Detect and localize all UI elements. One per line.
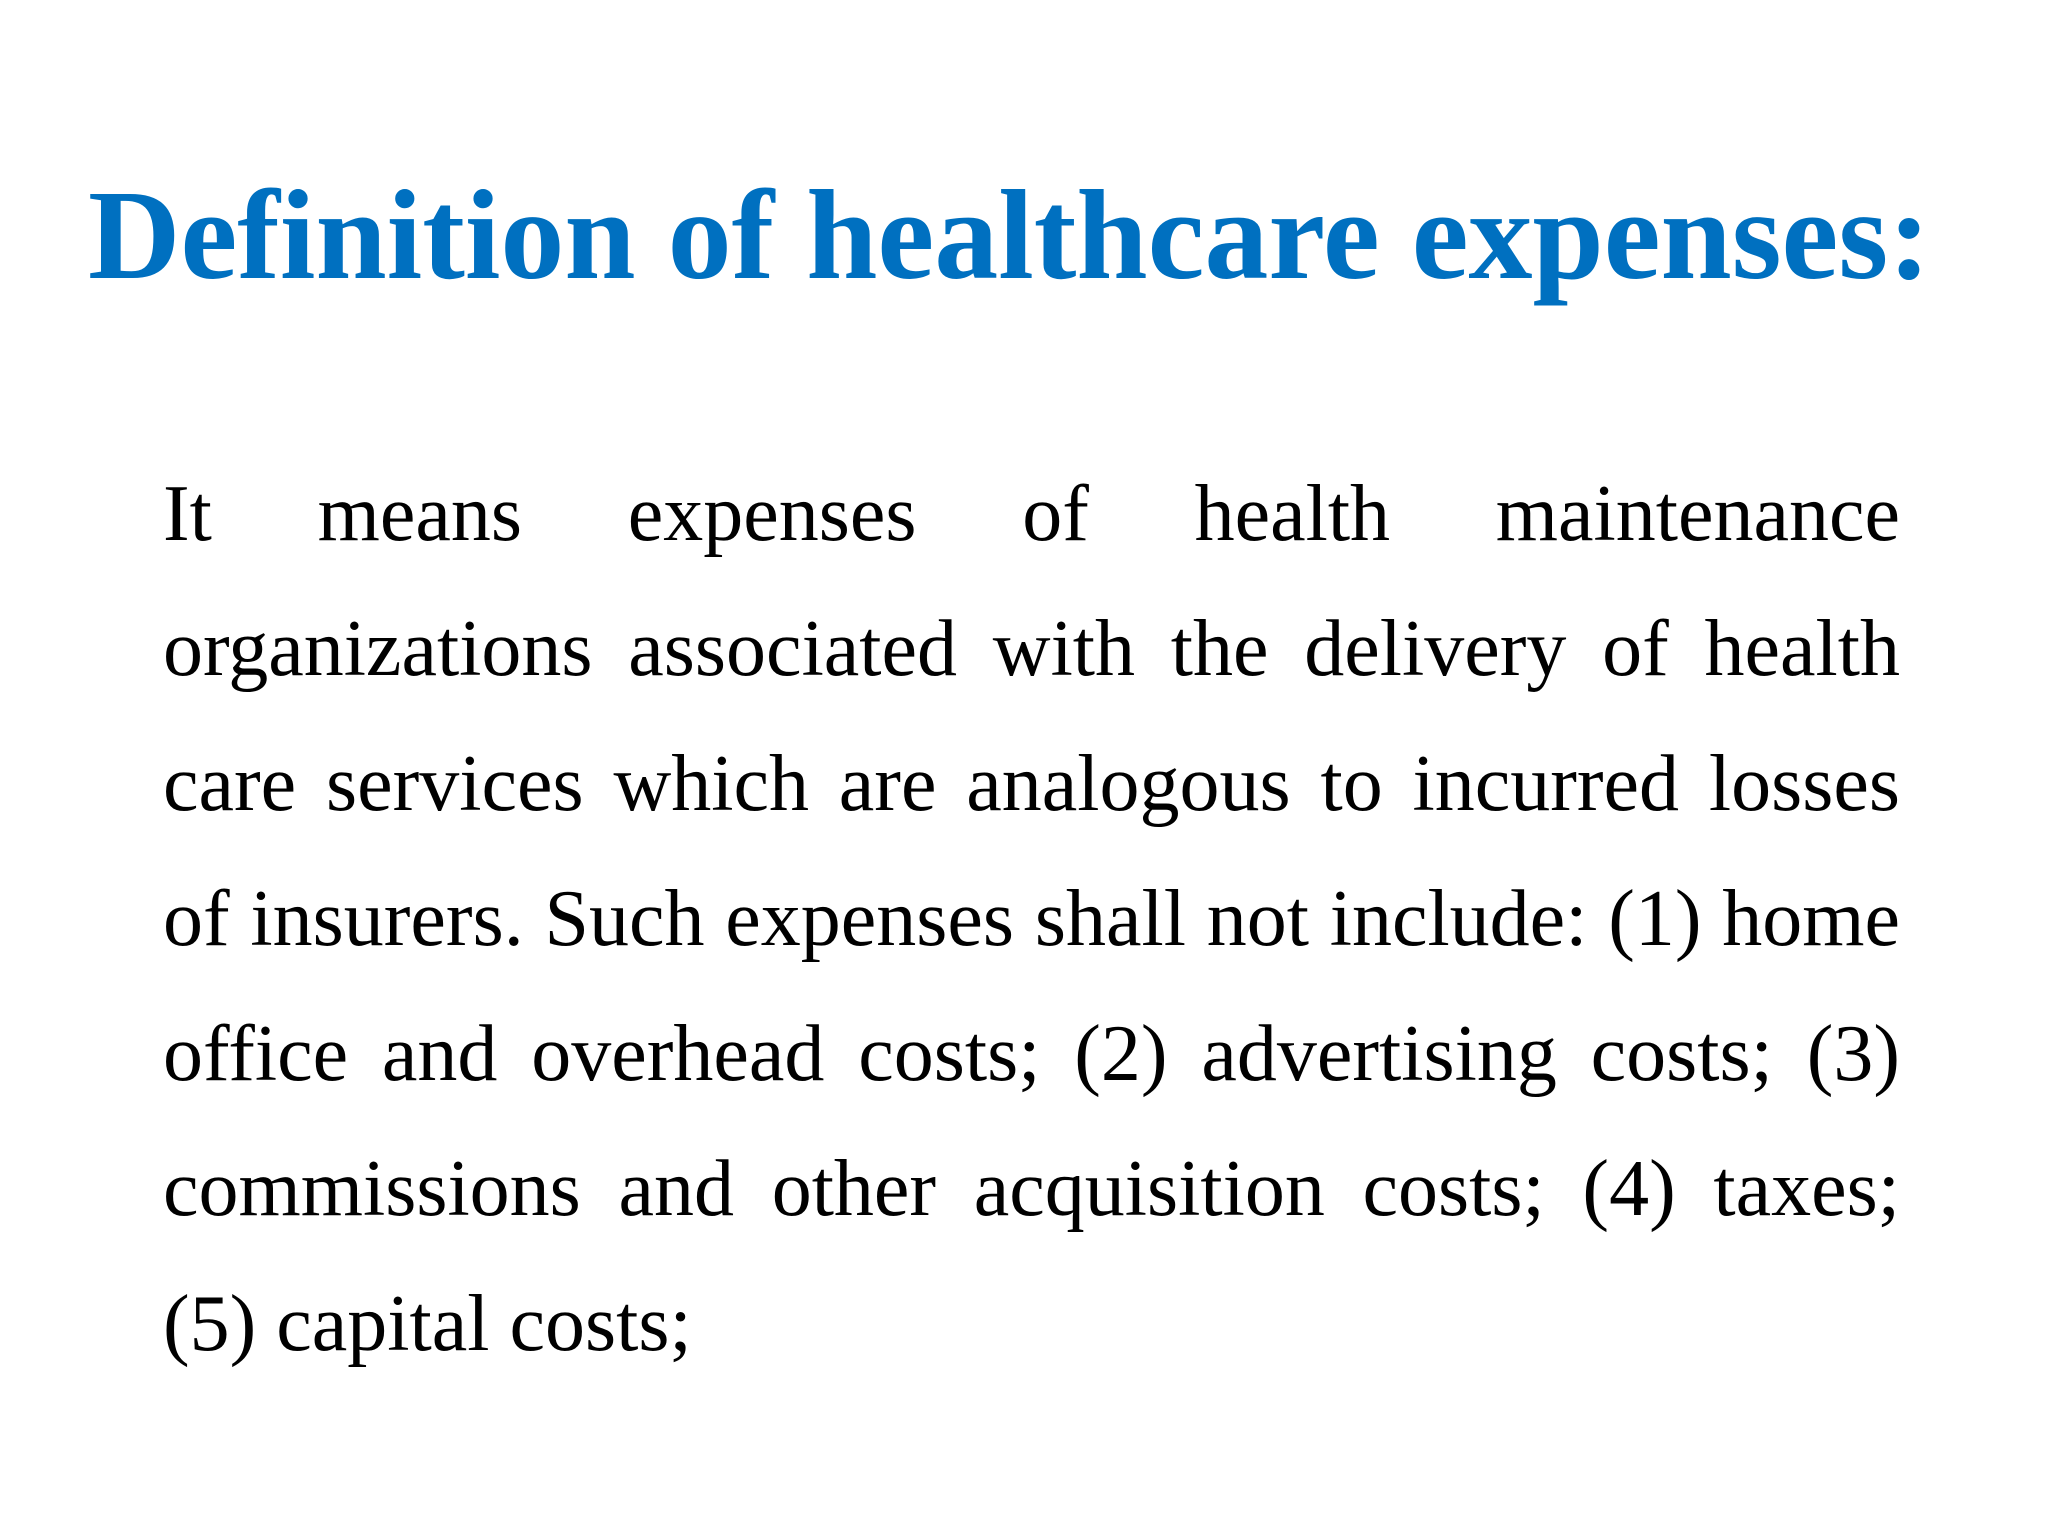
definition-paragraph: It means expenses of health maintenance organizations associated with the delivery of health care services which are analogous to incurred losses of insurers. Such expenses shall not include: (1) home office and overhead costs; (2) advertising costs; (3) commissions and other acquisition costs; (4) taxes; (5) capital costs; [163,470,1900,1368]
slide-title: Definition of healthcare expenses: [88,164,1931,306]
